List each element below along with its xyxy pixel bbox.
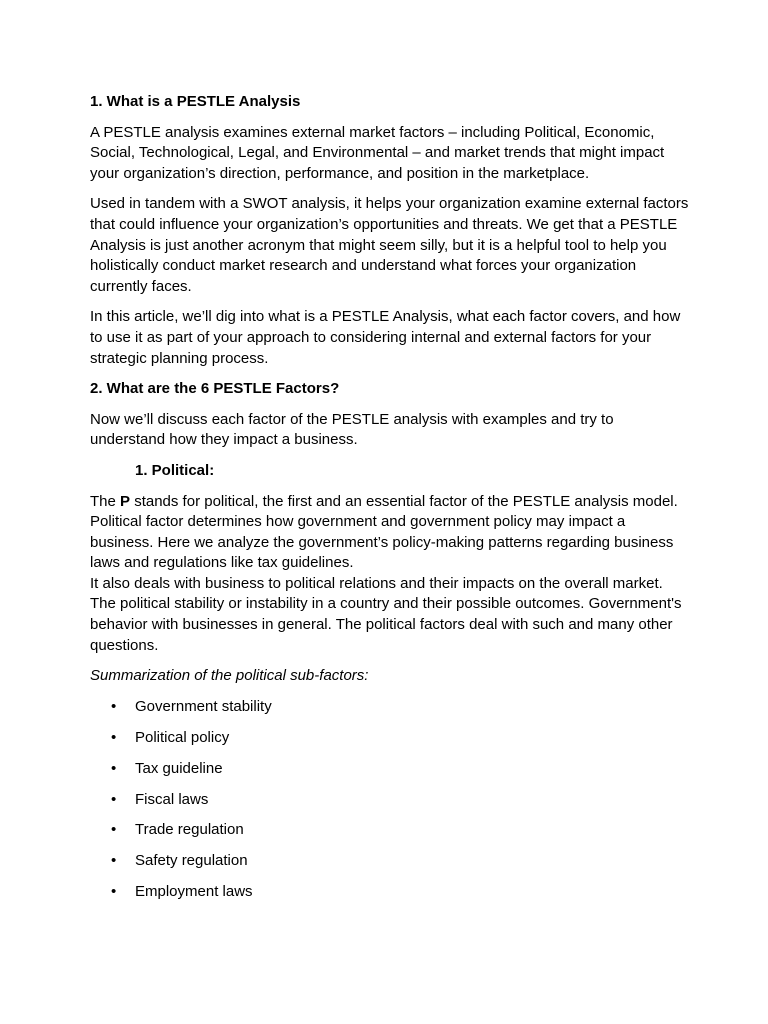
list-item [90,790,690,811]
paragraph-pestle-definition: A PESTLE analysis examines external market factors – including Political, Economic, Social, Technological, Legal, and Environmental – and market trends that might impact your organization’s direction, performance, and position in the marketplace. [90,123,665,182]
paragraph-subfactors-summary: Summarization of the political sub-factors: [90,667,369,685]
political-text-continued: It also deals with business to political relations and their impacts on the overall market. The political stability or instability in a country and their possible outcomes. Government's behavior with businesses in general. The political factors deal with such and many other questions. [90,574,682,654]
political-subfactors-list [90,697,690,903]
list-item-label: Trade regulation [135,821,244,839]
bullet-icon: • [111,697,117,715]
section-heading-what-is-pestle: 1. What is a PESTLE Analysis [90,93,301,110]
bullet-icon: • [111,728,117,746]
list-item-label: Safety regulation [135,852,248,870]
list-item [90,728,690,749]
list-item-label: Employment laws [135,883,253,901]
bullet-icon: • [111,759,117,777]
list-item [90,820,690,841]
list-item-label: Government stability [135,697,272,715]
list-item [90,697,690,718]
paragraph-political-description [90,492,690,657]
bullet-icon: • [111,790,117,808]
section-heading-pestle-factors: 2. What are the 6 PESTLE Factors? [90,380,340,398]
bullet-icon: • [111,821,117,839]
list-item-label: Tax guideline [135,759,223,777]
list-item [90,851,690,872]
list-item-label: Political policy [135,728,230,746]
paragraph-swot-tandem: Used in tandem with a SWOT analysis, it helps your organization examine external factors that could influence your organization’s opportunities and threats. We get that a PESTLE Analysis is just another acronym that might seem silly, but it is a helpful tool to help you holistically conduct market research and understand what forces your organization currently faces. [90,195,689,295]
list-item [90,882,690,903]
political-letter-p: P [120,492,131,510]
political-text: stands for political, the first and an essential factor of the PESTLE analysis model. Political factor determines how government and government policy may impact a business. Here we analyze the government’s policy-making patterns regarding business laws and regulations like tax guidelines. [90,492,678,572]
paragraph-article-overview: In this article, we’ll dig into what is a PESTLE Analysis, what each factor covers, and how to use it as part of your approach to considering internal and external factors for your strategic planning process. [90,308,681,367]
list-item-label: Fiscal laws [135,790,209,808]
political-prefix: The [90,492,121,510]
bullet-icon: • [111,883,117,901]
paragraph-factors-intro: Now we’ll discuss each factor of the PESTLE analysis with examples and try to understand how they impact a business. [90,410,614,449]
subheading-political: 1. Political: [135,461,215,479]
bullet-icon: • [111,852,117,870]
list-item [90,759,690,780]
document-page [90,92,690,913]
